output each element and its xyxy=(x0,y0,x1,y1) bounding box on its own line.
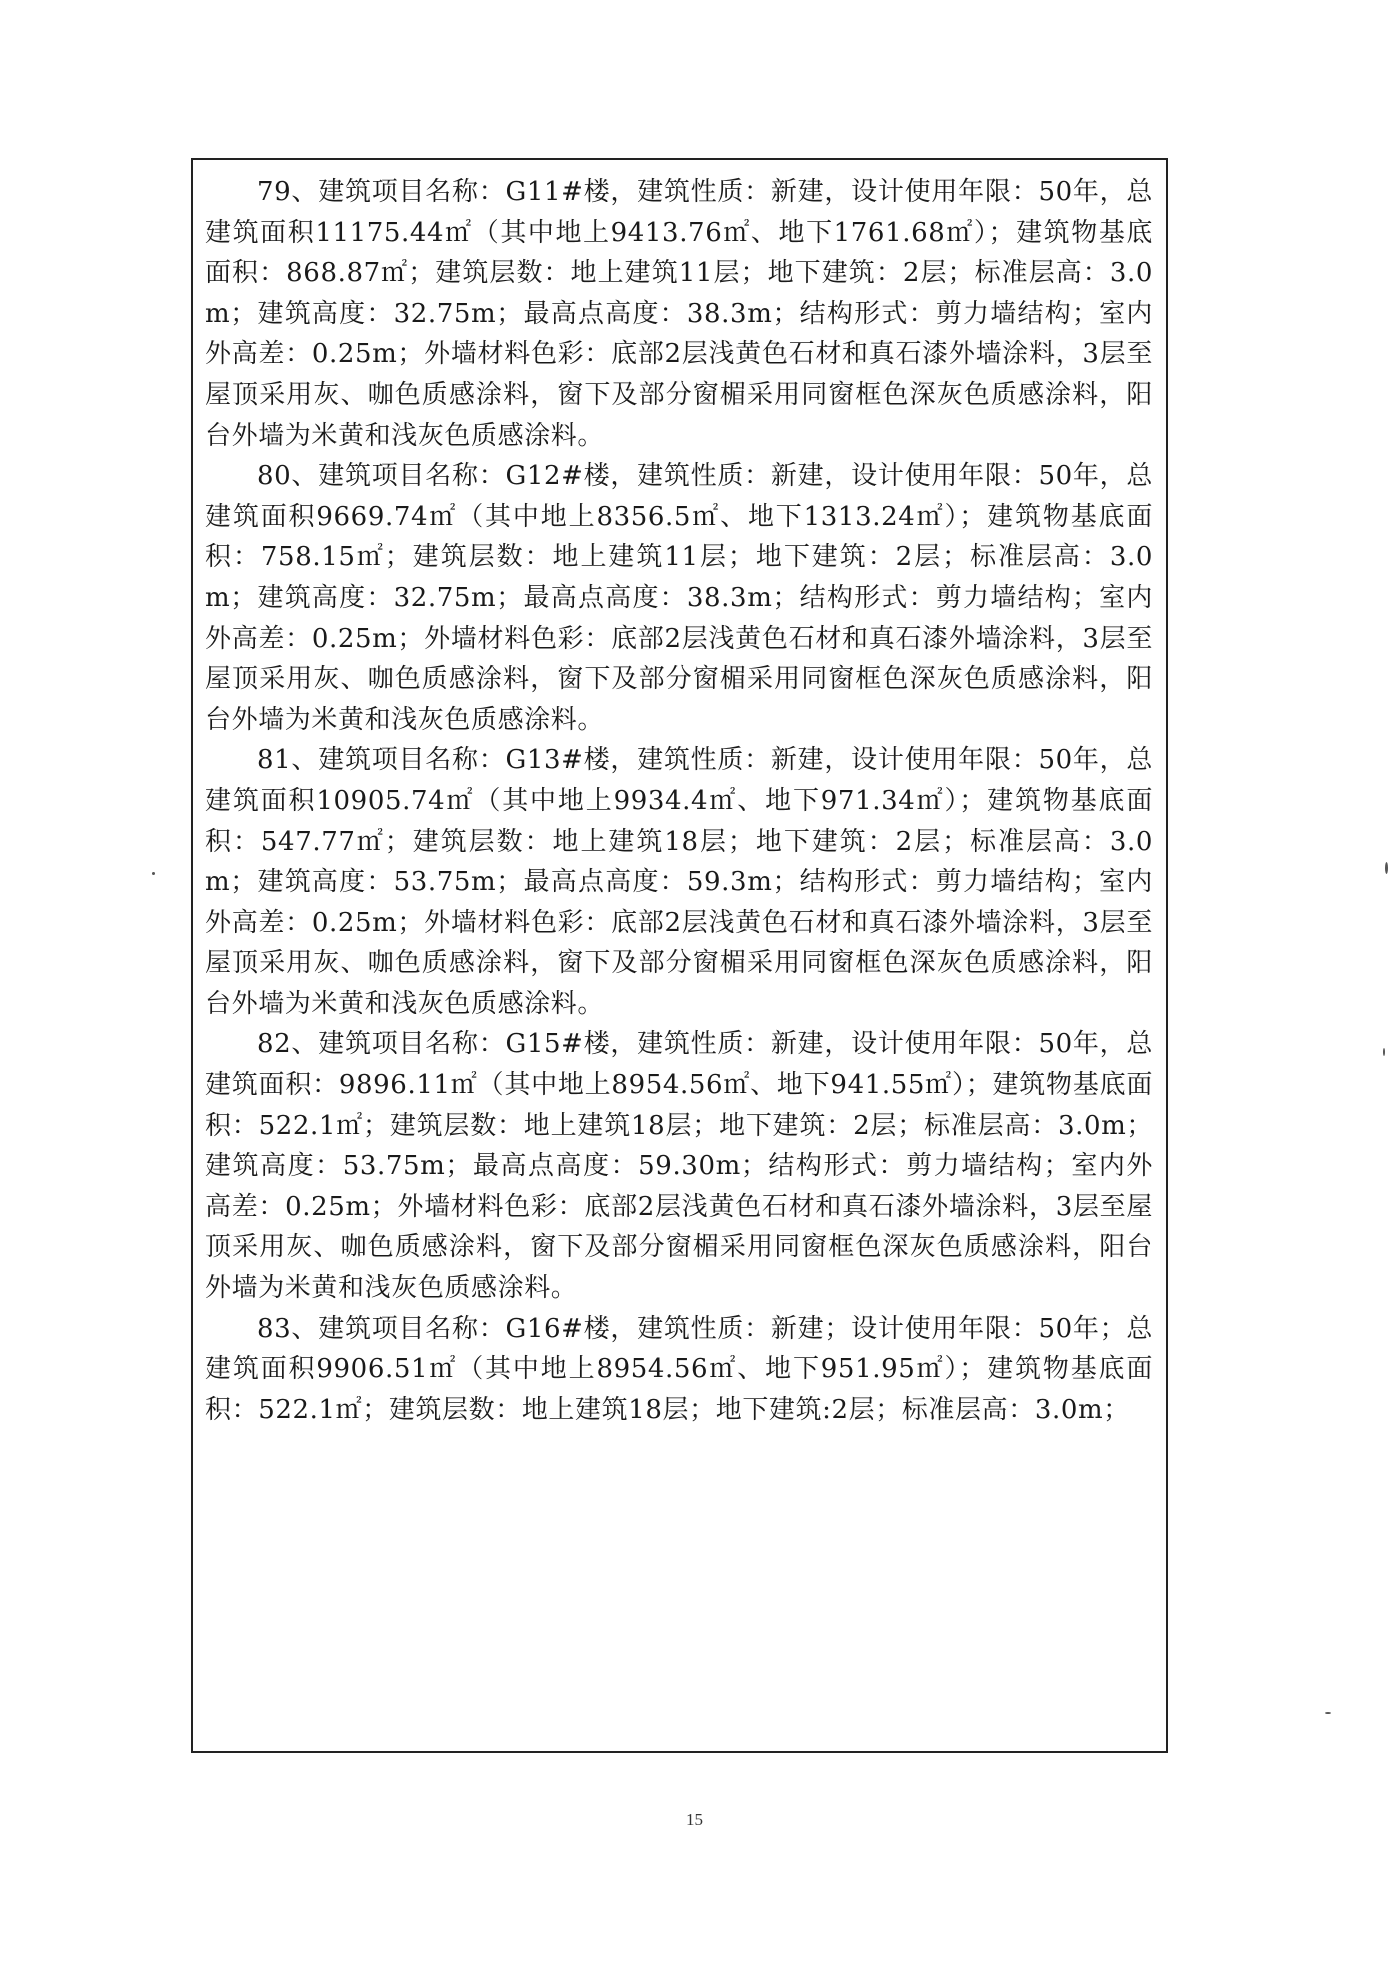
page-number: 15 xyxy=(686,1810,703,1829)
scan-speck xyxy=(1385,862,1388,874)
scan-speck xyxy=(152,872,155,875)
paragraph-81: 81、建筑项目名称：G13#楼，建筑性质：新建，设计使用年限：50年，总建筑面积10905.74㎡（其中地上9934.4㎡、地下971.34㎡）；建筑物基底面积：547.77㎡；建筑层数：地上建筑18层；地下建筑：2层；标准层高：3.0m；建筑高度：53.75m；最高点高度：59.3m；结构形式：剪力墙结构；室内外高差：0.25m；外墙材料色彩：底部2层浅黄色石材和真石漆外墙涂料，3层至屋顶采用灰、咖色质感涂料，窗下及部分窗楣采用同窗框色深灰色质感涂料，阳台外墙为米黄和浅灰色质感涂料。 xyxy=(205,745,1153,1019)
document-body xyxy=(205,172,1153,1430)
content-frame xyxy=(191,158,1168,1753)
scan-speck xyxy=(1383,1048,1385,1056)
paragraph-80: 80、建筑项目名称：G12#楼，建筑性质：新建，设计使用年限：50年，总建筑面积9669.74㎡（其中地上8356.5㎡、地下1313.24㎡）；建筑物基底面积：758.15㎡；建筑层数：地上建筑11层；地下建筑：2层；标准层高：3.0m；建筑高度：32.75m；最高点高度：38.3m；结构形式：剪力墙结构；室内外高差：0.25m；外墙材料色彩：底部2层浅黄色石材和真石漆外墙涂料，3层至屋顶采用灰、咖色质感涂料，窗下及部分窗楣采用同窗框色深灰色质感涂料，阳台外墙为米黄和浅灰色质感涂料。 xyxy=(205,461,1153,735)
scan-speck xyxy=(1325,1712,1331,1714)
paragraph-83: 83、建筑项目名称：G16#楼，建筑性质：新建；设计使用年限：50年；总建筑面积9906.51㎡（其中地上8954.56㎡、地下951.95㎡）；建筑物基底面积：522.1㎡；建筑层数：地上建筑18层；地下建筑:2层；标准层高：3.0m； xyxy=(205,1313,1153,1425)
paragraph-82: 82、建筑项目名称：G15#楼，建筑性质：新建，设计使用年限：50年，总建筑面积：9896.11㎡（其中地上8954.56㎡、地下941.55㎡）；建筑物基底面积：522.1㎡；建筑层数：地上建筑18层；地下建筑：2层；标准层高：3.0m；建筑高度：53.75m；最高点高度：59.30m；结构形式：剪力墙结构；室内外高差：0.25m；外墙材料色彩：底部2层浅黄色石材和真石漆外墙涂料，3层至屋顶采用灰、咖色质感涂料，窗下及部分窗楣采用同窗框色深灰色质感涂料，阳台外墙为米黄和浅灰色质感涂料。 xyxy=(205,1029,1153,1304)
paragraph-79: 79、建筑项目名称：G11#楼，建筑性质：新建，设计使用年限：50年，总建筑面积11175.44㎡（其中地上9413.76㎡、地下1761.68㎡）；建筑物基底面积：868.87㎡；建筑层数：地上建筑11层；地下建筑：2层；标准层高：3.0m；建筑高度：32.75m；最高点高度：38.3m；结构形式：剪力墙结构；室内外高差：0.25m；外墙材料色彩：底部2层浅黄色石材和真石漆外墙涂料，3层至屋顶采用灰、咖色质感涂料，窗下及部分窗楣采用同窗框色深灰色质感涂料，阳台外墙为米黄和浅灰色质感涂料。 xyxy=(205,177,1153,451)
